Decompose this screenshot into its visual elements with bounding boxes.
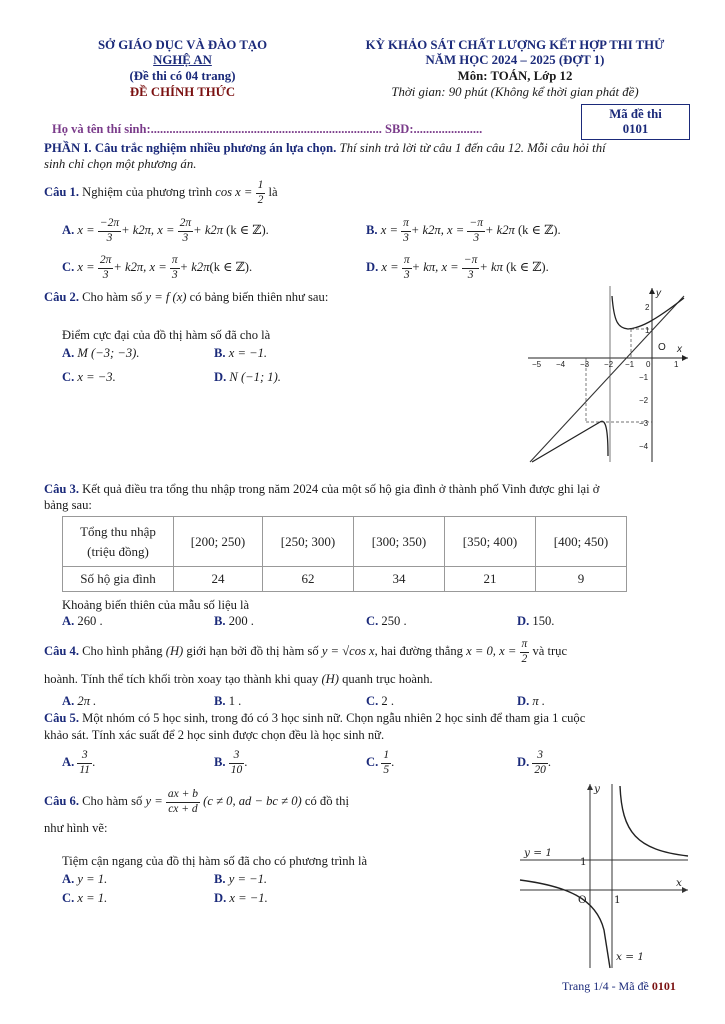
- q2-origin: O: [658, 342, 666, 353]
- q3-count-0: 24: [174, 567, 263, 592]
- q5-d-n: 3: [532, 750, 548, 764]
- q5-label: Câu 5.: [44, 711, 79, 725]
- q2-a-val: M (−3; −3).: [77, 346, 140, 360]
- part1-heading: [44, 141, 606, 156]
- q3-c-val: 250 .: [381, 614, 407, 628]
- q6-x-arrow-icon: [682, 887, 688, 893]
- q1-a-frac2: [178, 218, 194, 244]
- q5-b-dot: .: [244, 755, 248, 769]
- q1-option-a[interactable]: [62, 214, 269, 246]
- q4-b-val: 1 .: [228, 694, 242, 708]
- q2-fx: y = f (x): [145, 290, 187, 304]
- q4-d-val: π .: [532, 694, 546, 708]
- q2-option-c[interactable]: [62, 370, 116, 385]
- q3-label: Câu 3.: [44, 482, 79, 496]
- q1-a-x2: x =: [157, 223, 175, 237]
- q2-ytick-4: −3: [639, 419, 649, 428]
- q5-text: Một nhóm có 5 học sinh, trong đó có 3 học sinh nữ. Chọn ngẫu nhiên 2 học sinh để tham gia 1 cuộc: [79, 711, 586, 725]
- q1-c-x: x =: [77, 260, 95, 274]
- q5-c-dot: .: [391, 755, 395, 769]
- q3-table-count-row: [63, 567, 627, 592]
- q6-c-label: C.: [62, 891, 75, 905]
- q4-b-label: B.: [214, 694, 226, 708]
- q4-x0: x = 0,: [466, 644, 496, 658]
- q1-a-n2: 2π: [178, 218, 194, 232]
- q2-y-arrow-icon: [649, 288, 655, 294]
- q6-x-label: x: [676, 877, 682, 889]
- q6-text: Cho hàm số: [79, 794, 146, 808]
- q4-xeq: x =: [499, 644, 517, 658]
- footer-text: Trang 1/4 - Mã đề: [562, 979, 652, 993]
- q5-c-label: C.: [366, 755, 379, 769]
- q4-fn: y = √cos x: [321, 644, 375, 658]
- q5-b-n: 3: [229, 750, 245, 764]
- q6-stem: [44, 786, 349, 816]
- q1-option-c[interactable]: [62, 251, 252, 283]
- q3-interval-2: [300; 350): [354, 517, 445, 567]
- q4-num: π: [520, 639, 530, 653]
- q1-b-n2: −π: [467, 218, 485, 232]
- q4-a-val: 2π .: [77, 694, 97, 708]
- q1-b-label: B.: [366, 223, 378, 237]
- q5-option-a[interactable]: [62, 745, 95, 779]
- q6-d-label: D.: [214, 891, 227, 905]
- q1-b-frac2: [467, 218, 485, 244]
- school-year: NĂM HỌC 2024 – 2025 (ĐỢT 1): [425, 53, 605, 67]
- q3-question: Khoảng biến thiên của mẫu số liệu là: [62, 598, 250, 612]
- q3-count-1: 62: [263, 567, 354, 592]
- exam-code-value: 0101: [622, 122, 649, 136]
- q5-d-dot: .: [547, 755, 552, 769]
- footer: [562, 979, 676, 994]
- q6-y: y =: [145, 794, 163, 808]
- q6-d-val: x = −1.: [229, 891, 268, 905]
- q2-option-a[interactable]: [62, 346, 140, 361]
- q2-label: Câu 2.: [44, 290, 79, 304]
- q6-asym-h-label: y = 1: [524, 847, 553, 859]
- student-info-line: Họ và tên thí sinh:.......................................................................... SBD:......................: [52, 122, 483, 136]
- q6-option-a[interactable]: [62, 872, 107, 887]
- q1-d-x2: x =: [441, 260, 459, 274]
- q3-option-a[interactable]: [62, 614, 103, 629]
- q5-d-frac: [532, 750, 548, 776]
- q1-a-d2: 3: [182, 231, 189, 244]
- q1-stem: [44, 177, 278, 207]
- q2-option-d[interactable]: [214, 370, 281, 385]
- q1-d-p1: + kπ,: [411, 260, 439, 274]
- q3-stem: [44, 482, 599, 497]
- q2-graph: [528, 286, 693, 464]
- q1-a-p1: + k2π,: [121, 223, 155, 237]
- exam-code-label: Mã đề thi: [609, 107, 662, 121]
- q3-interval-0: [200; 250): [174, 517, 263, 567]
- q5-c-frac: [381, 750, 391, 776]
- q2-x-label: x: [677, 344, 682, 355]
- q5-option-d[interactable]: [517, 745, 551, 779]
- q3-interval-3: [350; 400): [445, 517, 536, 567]
- q2-c-val: x = −3.: [77, 370, 116, 384]
- q1-b-n1: π: [401, 218, 411, 232]
- q2-a-label: A.: [62, 346, 75, 360]
- q1-c-n1: 2π: [98, 255, 114, 269]
- q1-a-k: (k ∈ ℤ).: [226, 223, 269, 237]
- part1-instruction: Thí sinh trả lời từ câu 1 đến câu 12. Mỗi câu hỏi thí: [336, 141, 606, 155]
- q6-curve-left: [520, 880, 610, 968]
- q1-c-frac1: [98, 255, 114, 281]
- q1-d-d2: 3: [467, 268, 474, 281]
- q4-d-label: D.: [517, 694, 530, 708]
- department: SỞ GIÁO DỤC VÀ ĐÀO TẠO: [97, 38, 268, 52]
- q3-option-d[interactable]: [517, 614, 554, 629]
- subject: Môn: TOÁN, Lớp 12: [457, 69, 573, 83]
- q1-c-p1: + k2π,: [113, 260, 147, 274]
- q6-cond: (c ≠ 0, ad − bc ≠ 0): [203, 794, 302, 808]
- q4-option-b[interactable]: [214, 694, 241, 709]
- q5-a-n: 3: [77, 750, 92, 764]
- q6-question: Tiệm cận ngang của đồ thị hàm số đã cho có phương trình là: [62, 854, 368, 868]
- q2-ytick-5: −4: [639, 442, 649, 451]
- q1-d-p2: + kπ: [479, 260, 503, 274]
- q1-a-frac1: [98, 218, 121, 244]
- q6-den: cx + d: [168, 802, 198, 815]
- q2-c-label: C.: [62, 370, 75, 384]
- part1-title: PHẦN I. Câu trắc nghiệm nhiều phương án lựa chọn.: [44, 141, 337, 155]
- q5-c-d: 5: [383, 763, 390, 776]
- q3-count-3: 21: [445, 567, 536, 592]
- q6-a-val: y = 1.: [77, 872, 108, 886]
- q2-xtick-5: 0: [646, 360, 651, 369]
- q2-question: Điểm cực đại của đồ thị hàm số đã cho là: [62, 328, 271, 342]
- q1-tail: là: [265, 185, 278, 199]
- q1-c-x2: x =: [149, 260, 167, 274]
- q3-d-val: 150.: [532, 614, 555, 628]
- q3-a-label: A.: [62, 614, 75, 628]
- q4-option-c[interactable]: [366, 694, 394, 709]
- q4-c-label: C.: [366, 694, 379, 708]
- q4-option-d[interactable]: [517, 694, 545, 709]
- q5-c-n: 1: [381, 750, 391, 764]
- q2-xtick-1: −4: [556, 360, 566, 369]
- q2-y-label: y: [656, 288, 661, 299]
- q1-b-d1: 3: [403, 231, 409, 244]
- q2-ytick-3: −2: [639, 396, 649, 405]
- q4-stem: [44, 636, 567, 666]
- q3-interval-1: [250; 300): [263, 517, 354, 567]
- official-label: ĐỀ CHÍNH THỨC: [129, 85, 236, 99]
- q6-asym-v-label: x = 1: [616, 951, 645, 963]
- q5-d-d: 20: [534, 763, 546, 776]
- q1-b-p1: + k2π,: [410, 223, 444, 237]
- q1-c-label: C.: [62, 260, 75, 274]
- q3-table: [62, 516, 627, 592]
- q2-curve-left: [532, 421, 608, 462]
- q6-c-val: x = 1.: [77, 891, 108, 905]
- q3-table-header-row: [63, 517, 627, 567]
- q5-a-label: A.: [62, 755, 75, 769]
- q6-curve-right: [620, 786, 688, 856]
- q6-option-b[interactable]: [214, 872, 267, 887]
- page-count: (Đề thi có 04 trang): [129, 69, 236, 83]
- q4-text2: giới hạn bởi đồ thị hàm số: [183, 644, 322, 658]
- q6-num: ax + b: [166, 789, 200, 803]
- q1-den: 2: [257, 193, 264, 206]
- q1-c-n2: π: [170, 255, 180, 269]
- q1-eq: cos x =: [215, 185, 253, 199]
- q2-xtick-6: 1: [674, 360, 679, 369]
- q3-head2: (triệu đồng): [87, 543, 149, 559]
- q2-x-arrow-icon: [682, 355, 688, 361]
- q5-stem-2: khảo sát. Tính xác suất để 2 học sinh được chọn đều là học sinh nữ.: [44, 728, 385, 742]
- q1-c-frac2: [170, 255, 180, 281]
- time-limit: Thời gian: 90 phút (Không kể thời gian phát đề): [391, 85, 639, 99]
- q6-y-label: y: [594, 783, 600, 795]
- q5-option-b[interactable]: [214, 745, 247, 779]
- footer-code: 0101: [651, 979, 676, 993]
- q1-label: Câu 1.: [44, 185, 79, 199]
- q1-a-p2: + k2π: [193, 223, 224, 237]
- q5-b-d: 10: [230, 763, 243, 776]
- q6-b-val: y = −1.: [228, 872, 268, 886]
- q1-option-d[interactable]: [366, 251, 549, 283]
- q6-graph: [516, 780, 692, 970]
- q6-tail: có đồ thị: [301, 794, 349, 808]
- q3-a-val: 260 .: [77, 614, 103, 628]
- q2-stem: [44, 290, 328, 305]
- q5-a-frac: [77, 750, 92, 776]
- q3-option-b[interactable]: [214, 614, 254, 629]
- q5-stem: [44, 711, 585, 726]
- q4-H2: (H): [321, 672, 339, 686]
- q3-count-4: 9: [536, 567, 627, 592]
- q2-xtick-4: −1: [625, 360, 635, 369]
- q2-curve-right: [612, 296, 684, 329]
- q6-option-c[interactable]: [62, 891, 107, 906]
- q1-a-d1: 3: [106, 231, 113, 244]
- q2-text: Cho hàm số: [79, 290, 146, 304]
- q6-label: Câu 6.: [44, 794, 79, 808]
- q5-a-dot: .: [92, 755, 96, 769]
- q3-stem-2: bảng sau:: [44, 498, 92, 512]
- q1-d-x: x =: [381, 260, 399, 274]
- q1-c-d2: 3: [171, 268, 178, 281]
- q1-d-label: D.: [366, 260, 379, 274]
- q1-d-n2: −π: [462, 255, 480, 269]
- q2-xtick-3: −2: [604, 360, 614, 369]
- q1-num: 1: [256, 180, 266, 194]
- q6-origin: O: [578, 894, 587, 906]
- q6-stem-2: như hình vẽ:: [44, 821, 108, 835]
- q4-option-a[interactable]: [62, 694, 96, 709]
- q2-b-val: x = −1.: [228, 346, 268, 360]
- q4-text3: , hai đường thẳng: [374, 644, 467, 658]
- q1-a-x: x =: [77, 223, 95, 237]
- q2-tail: có bảng biến thiên như sau:: [186, 290, 329, 304]
- q2-ytick-1: 1: [645, 326, 650, 335]
- q1-fraction: [256, 180, 266, 206]
- q5-a-d: 11: [79, 763, 91, 776]
- q2-xtick-0: −5: [532, 360, 542, 369]
- q3-row-label: Số hộ gia đình: [63, 567, 174, 592]
- q4-text: Cho hình phẳng: [79, 644, 166, 658]
- q5-d-label: D.: [517, 755, 530, 769]
- exam-code-box: [581, 104, 690, 140]
- q4-text4: và trục: [529, 644, 568, 658]
- q2-ytick-2: −1: [639, 373, 649, 382]
- q5-option-c[interactable]: [366, 745, 394, 779]
- q4-line2b: quanh trục hoành.: [338, 672, 433, 686]
- q3-option-c[interactable]: [366, 614, 407, 629]
- q4-label: Câu 4.: [44, 644, 79, 658]
- q3-c-label: C.: [366, 614, 379, 628]
- q4-H: (H): [165, 644, 184, 658]
- q1-b-p2: + k2π: [484, 223, 515, 237]
- q5-b-label: B.: [214, 755, 226, 769]
- q4-c-val: 2 .: [381, 694, 394, 708]
- q1-b-x2: x =: [447, 223, 465, 237]
- q3-header-cell: [63, 517, 174, 567]
- q6-option-d[interactable]: [214, 891, 268, 906]
- q1-c-k: (k ∈ ℤ).: [209, 260, 253, 274]
- q1-c-p2: + k2π: [179, 260, 210, 274]
- q1-a-label: A.: [62, 223, 75, 237]
- q4-fraction: [520, 639, 530, 665]
- q2-b-label: B.: [214, 346, 226, 360]
- q4-stem-2: [44, 672, 433, 687]
- q2-ytick-0: 2: [645, 303, 650, 312]
- q4-den: 2: [521, 652, 528, 665]
- exam-title: KỲ KHẢO SÁT CHẤT LƯỢNG KẾT HỢP THI THỬ: [365, 38, 665, 52]
- q2-d-label: D.: [214, 370, 227, 384]
- q2-option-b[interactable]: [214, 346, 267, 361]
- part1-instruction-2: sinh chỉ chọn một phương án.: [44, 157, 197, 171]
- q6-one-x: 1: [614, 894, 621, 906]
- q6-a-label: A.: [62, 872, 75, 886]
- q3-b-val: 200 .: [228, 614, 254, 628]
- q1-d-d1: 3: [403, 268, 410, 281]
- q6-fraction: [166, 789, 200, 815]
- q1-a-n1: −2π: [98, 218, 121, 232]
- province: NGHỆ AN: [153, 53, 212, 67]
- q4-line2a: hoành. Tính thể tích khối tròn xoay tạo thành khi quay: [44, 672, 322, 686]
- q1-d-k: (k ∈ ℤ).: [506, 260, 549, 274]
- q1-option-b[interactable]: [366, 214, 561, 246]
- q1-b-k: (k ∈ ℤ).: [517, 223, 561, 237]
- q1-text: Nghiệm của phương trình: [79, 185, 216, 199]
- q6-b-label: B.: [214, 872, 226, 886]
- q2-d-val: N (−1; 1).: [229, 370, 281, 384]
- q3-count-2: 34: [354, 567, 445, 592]
- q3-text: Kết quả điều tra tổng thu nhập trong năm 2024 của một số hộ gia đình ở thành phố Vinh được ghi lại ở: [79, 482, 600, 496]
- q1-d-n1: π: [402, 255, 412, 269]
- q5-b-frac: [229, 749, 248, 776]
- q4-a-label: A.: [62, 694, 75, 708]
- q6-one-y: 1: [580, 856, 587, 868]
- q1-b-x: x =: [380, 223, 398, 237]
- q1-c-d1: 3: [102, 268, 109, 281]
- q3-head1: Tổng thu nhập: [80, 523, 156, 539]
- q3-b-label: B.: [214, 614, 226, 628]
- q3-d-label: D.: [517, 614, 530, 628]
- q3-interval-4: [400; 450): [536, 517, 627, 567]
- q6-y-arrow-icon: [587, 784, 593, 790]
- q1-b-d2: 3: [473, 231, 480, 244]
- q2-xtick-2: −3: [580, 360, 590, 369]
- q1-b-frac1: [401, 218, 411, 244]
- q1-d-frac1: [402, 255, 412, 281]
- q1-d-frac2: [462, 255, 480, 281]
